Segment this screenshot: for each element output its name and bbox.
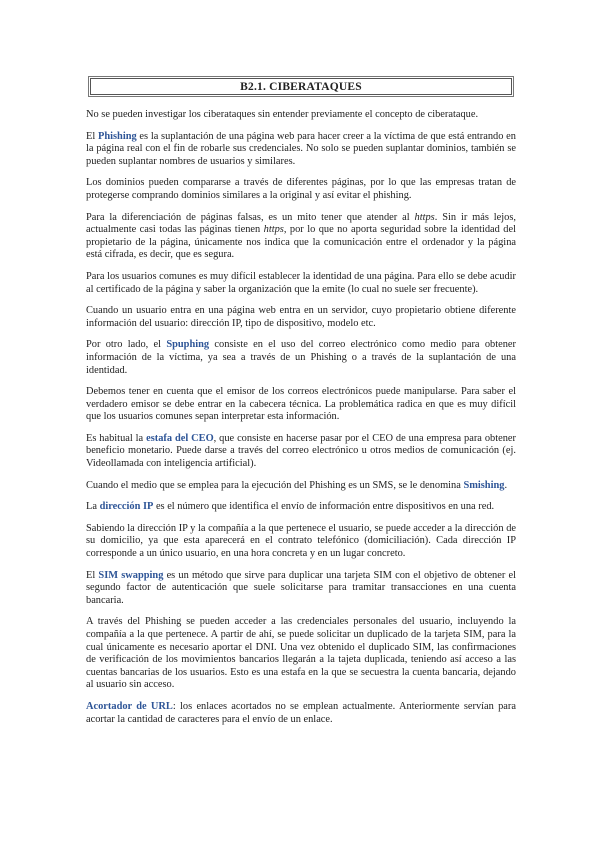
section-title: B2.1. CIBERATAQUES <box>90 78 512 95</box>
paragraph <box>86 433 516 471</box>
paragraph-text: , por lo que no aporta seguridad sobre la identidad del propietario de la página, únicamente nos indica que la comunicación entre el ordenador y la página está cifrada, es decir, que es segura. <box>86 224 516 261</box>
paragraph-text: es un método que sirve para duplicar una tarjeta SIM con el objetivo de obtener el segundo factor de autenticación que suele solicitarse para tramitar transacciones en una cuenta bancaria. <box>86 569 516 606</box>
paragraph-text: Cuando el medio que se emplea para la ejecución del Phishing es un SMS, se le denomina <box>86 479 464 491</box>
paragraph-text: No se pueden investigar los ciberataques sin entender previamente el concepto de ciberataque. <box>86 109 479 120</box>
paragraph-text: : los enlaces acortados no se emplean actualmente. Anteriormente servían para acortar la cantidad de caracteres para el envío de un enlace. <box>86 700 516 725</box>
paragraph-text: . Sin ir más lejos, actualmente casi todas las páginas tienen <box>86 211 517 236</box>
keyword-term: estafa del CEO <box>146 432 214 444</box>
keyword-term: Smishing <box>463 479 505 491</box>
paragraph <box>86 177 516 202</box>
paragraph-text: Debemos tener en cuenta que el emisor de los correos electrónicos puede manipularse. Para saber el verdadero emisor se debe entrar en la cabecera técnica. La problemática radica en que es muy difícil que los usuarios comunes sepan interpretar esta información. <box>86 386 516 423</box>
paragraph <box>86 616 516 692</box>
paragraph <box>86 339 516 377</box>
paragraph-text: El <box>86 130 98 142</box>
italic-text: https <box>263 224 284 236</box>
paragraph <box>86 701 516 726</box>
keyword-term: SIM swapping <box>98 569 164 581</box>
paragraph-text: Para la diferenciación de páginas falsas, es un mito tener que atender al <box>86 211 415 223</box>
document-body <box>86 109 516 726</box>
paragraph-text: Cuando un usuario entra en una página web entra en un servidor, cuyo propietario obtiene diferente información del usuario: dirección IP, tipo de dispositivo, modelo etc. <box>86 305 516 329</box>
paragraph-text: A través del Phishing se pueden acceder a las credenciales personales del usuario, incluyendo la compañía a la que pertenece. A partir de ahí, se puede solicitar un duplicado de la tarjeta SIM, para la cual únicamente es necesario aportar el DNI. Una vez obtenido el duplicado SIM, las confirmaciones de verificación de los movimientos bancarios llegarán a la tajeta duplicada, teniendo así acceso a las cuentas bancarias de los usuarios. Esto es una estafa en la que se secuestra la cuenta bancaria, dejando al usuario sin acceso. <box>86 616 516 691</box>
paragraph-text: consiste en el uso del correo electrónico como medio para obtener información de la víctima, ya sea a través de un Phishing o a través de la suplantación de una identidad. <box>86 339 516 376</box>
keyword-term: Phishing <box>97 130 137 142</box>
paragraph-text: Por otro lado, el <box>86 339 167 351</box>
paragraph <box>86 212 516 262</box>
paragraph <box>86 570 516 608</box>
paragraph <box>86 131 516 169</box>
paragraph-text: Los dominios pueden compararse a través de diferentes páginas, por lo que las empresas tratan de protegerse comprando dominios similares a la original y así evitar el phishing. <box>86 177 516 201</box>
keyword-term: Spuphing <box>166 339 210 351</box>
paragraph <box>86 480 516 493</box>
paragraph-text: . <box>504 479 508 491</box>
paragraph <box>86 386 516 424</box>
paragraph <box>86 109 516 122</box>
keyword-term: dirección IP <box>99 501 154 513</box>
paragraph-text: es la suplantación de una página web para hacer creer a la víctima de que está entrando en la página real con el fin de robarle sus credenciales. No solo se pueden suplantar dominios, también se pueden suplantar nombres de usuarios y similares. <box>86 130 516 167</box>
paragraph-text: es el número que identifica el envío de información entre dispositivos en una red. <box>153 501 495 513</box>
keyword-term: Acortador de URL <box>86 700 173 712</box>
italic-text: https <box>414 211 435 223</box>
paragraph-text: La <box>86 501 100 513</box>
paragraph-text: , que consiste en hacerse pasar por el CEO de una empresa para obtener beneficio monetario. Puede darse a través del correo electrónico u otros medios de comunicación (ej. Videollamada con inteligencia artificial). <box>86 432 516 470</box>
paragraph <box>86 271 516 296</box>
paragraph-text: Es habitual la <box>86 432 147 444</box>
document-page <box>86 75 516 726</box>
paragraph-text: Para los usuarios comunes es muy difícil establecer la identidad de una página. Para ello se debe acudir al certificado de la página y saber la organización que la emite (lo cual no suele ser frecuente). <box>86 270 516 295</box>
paragraph-text: El <box>86 569 99 581</box>
paragraph <box>86 501 516 514</box>
paragraph <box>86 305 516 330</box>
paragraph <box>86 523 516 561</box>
paragraph-text: Sabiendo la dirección IP y la compañía a la que pertenece el usuario, se puede acceder a la dirección de su domicilio, ya que esta aparecerá en el contrato telefónico (domiciliación). Cada dirección IP corresponde a un único usuario, en una hora concreta y en un lugar concreto. <box>86 522 516 560</box>
